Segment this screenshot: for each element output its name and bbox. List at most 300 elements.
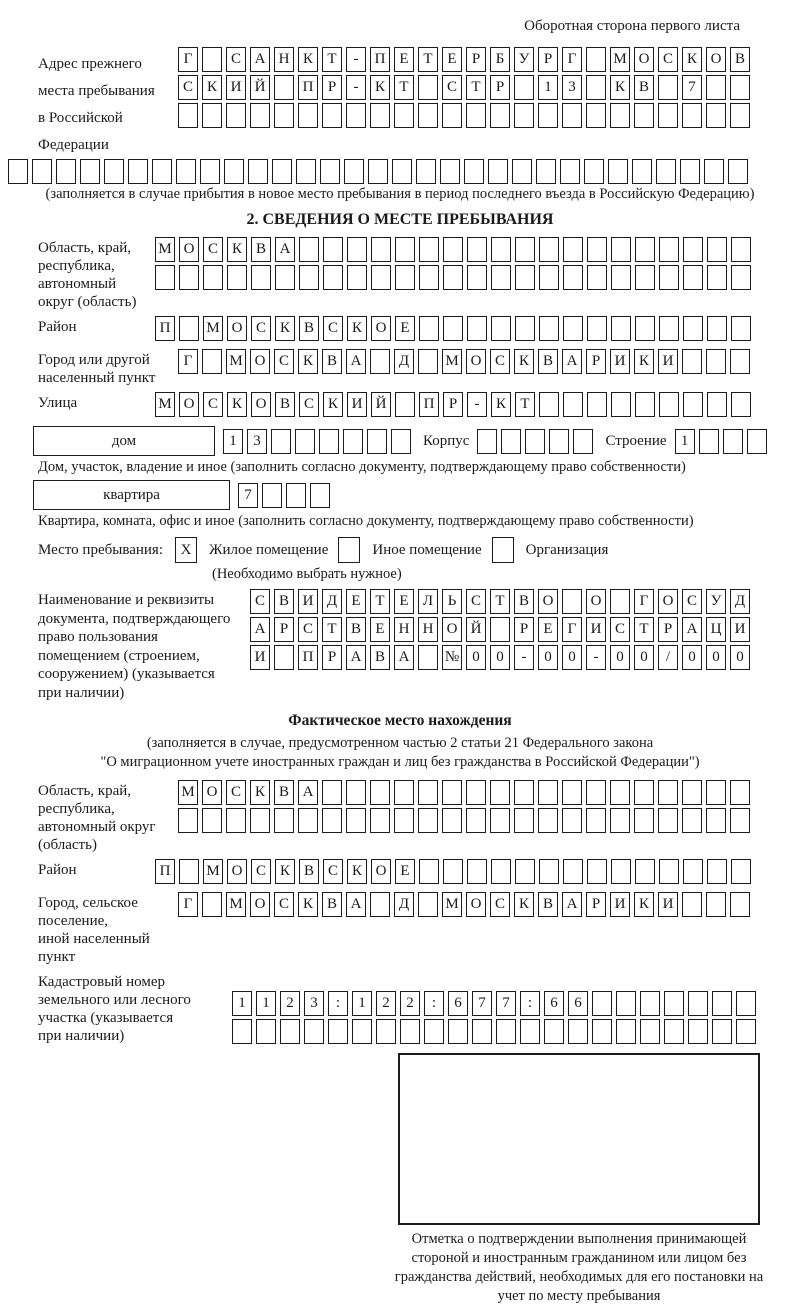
char-box[interactable]: С (466, 589, 486, 614)
char-box[interactable] (731, 265, 751, 290)
char-box[interactable] (202, 349, 222, 374)
char-box[interactable] (682, 808, 702, 833)
char-box[interactable] (634, 780, 654, 805)
char-box[interactable]: В (538, 349, 558, 374)
char-box[interactable]: С (274, 892, 294, 917)
char-box[interactable] (512, 159, 532, 184)
char-box[interactable] (418, 75, 438, 100)
char-box[interactable] (562, 103, 582, 128)
char-box[interactable]: 1 (232, 991, 252, 1016)
char-box[interactable]: Р (322, 645, 342, 670)
char-box[interactable] (179, 265, 199, 290)
char-box[interactable] (152, 159, 172, 184)
char-box[interactable]: О (250, 892, 270, 917)
char-box[interactable]: 3 (562, 75, 582, 100)
char-box[interactable]: 1 (675, 429, 695, 454)
char-box[interactable]: 3 (304, 991, 324, 1016)
char-box[interactable]: Н (274, 47, 294, 72)
char-box[interactable]: А (562, 892, 582, 917)
char-box[interactable] (491, 316, 511, 341)
char-box[interactable]: С (490, 349, 510, 374)
char-box[interactable]: В (634, 75, 654, 100)
char-box[interactable]: Б (490, 47, 510, 72)
char-box[interactable]: Т (466, 75, 486, 100)
char-box[interactable] (699, 429, 719, 454)
char-box[interactable] (286, 483, 306, 508)
char-box[interactable] (616, 1019, 636, 1044)
char-box[interactable] (424, 1019, 444, 1044)
char-box[interactable] (272, 159, 292, 184)
char-box[interactable] (682, 349, 702, 374)
char-box[interactable]: С (442, 75, 462, 100)
char-box[interactable] (202, 892, 222, 917)
char-box[interactable] (730, 892, 750, 917)
char-box[interactable] (299, 265, 319, 290)
char-box[interactable]: Т (418, 47, 438, 72)
char-box[interactable]: Г (178, 47, 198, 72)
char-box[interactable] (322, 103, 342, 128)
char-box[interactable]: 1 (352, 991, 372, 1016)
char-box[interactable] (347, 237, 367, 262)
char-box[interactable]: В (251, 237, 271, 262)
char-box[interactable] (395, 392, 415, 417)
char-box[interactable] (467, 316, 487, 341)
char-box[interactable]: К (323, 392, 343, 417)
char-box[interactable]: К (634, 892, 654, 917)
char-box[interactable] (202, 808, 222, 833)
char-box[interactable] (610, 808, 630, 833)
char-box[interactable]: 2 (400, 991, 420, 1016)
char-box[interactable] (707, 392, 727, 417)
char-box[interactable] (587, 237, 607, 262)
char-box[interactable]: М (610, 47, 630, 72)
char-box[interactable] (587, 392, 607, 417)
char-box[interactable]: К (370, 75, 390, 100)
char-box[interactable] (467, 237, 487, 262)
char-box[interactable] (544, 1019, 564, 1044)
char-box[interactable]: О (466, 349, 486, 374)
char-box[interactable] (683, 859, 703, 884)
char-box[interactable] (640, 991, 660, 1016)
char-box[interactable] (328, 1019, 348, 1044)
char-box[interactable]: : (424, 991, 444, 1016)
char-box[interactable] (731, 237, 751, 262)
char-box[interactable] (419, 316, 439, 341)
char-box[interactable] (176, 159, 196, 184)
char-box[interactable]: О (538, 589, 558, 614)
char-box[interactable] (179, 316, 199, 341)
char-box[interactable] (682, 103, 702, 128)
char-box[interactable] (304, 1019, 324, 1044)
char-box[interactable] (392, 159, 412, 184)
char-box[interactable] (712, 991, 732, 1016)
char-box[interactable]: Е (394, 47, 414, 72)
char-box[interactable]: 0 (682, 645, 702, 670)
char-box[interactable] (538, 103, 558, 128)
char-box[interactable] (128, 159, 148, 184)
char-box[interactable] (730, 349, 750, 374)
char-box[interactable]: О (706, 47, 726, 72)
char-box[interactable]: Р (490, 75, 510, 100)
char-box[interactable] (682, 892, 702, 917)
char-box[interactable]: К (275, 316, 295, 341)
char-box[interactable] (536, 159, 556, 184)
char-box[interactable] (635, 392, 655, 417)
char-box[interactable] (683, 316, 703, 341)
char-box[interactable] (586, 75, 606, 100)
char-box[interactable] (659, 265, 679, 290)
char-box[interactable] (418, 780, 438, 805)
char-box[interactable] (367, 429, 387, 454)
char-box[interactable]: В (274, 589, 294, 614)
char-box[interactable] (295, 429, 315, 454)
char-box[interactable]: О (227, 859, 247, 884)
char-box[interactable] (706, 780, 726, 805)
char-box[interactable]: С (274, 349, 294, 374)
char-box[interactable] (320, 159, 340, 184)
char-box[interactable]: Т (322, 47, 342, 72)
char-box[interactable] (520, 1019, 540, 1044)
char-box[interactable]: И (586, 617, 606, 642)
char-box[interactable]: В (299, 316, 319, 341)
char-box[interactable] (203, 265, 223, 290)
char-box[interactable]: С (250, 589, 270, 614)
char-box[interactable]: М (203, 316, 223, 341)
char-box[interactable]: Е (395, 859, 415, 884)
char-box[interactable] (370, 780, 390, 805)
char-box[interactable] (616, 991, 636, 1016)
char-box[interactable]: С (203, 237, 223, 262)
char-box[interactable]: О (202, 780, 222, 805)
char-box[interactable] (539, 392, 559, 417)
char-box[interactable] (562, 589, 582, 614)
char-box[interactable] (706, 892, 726, 917)
char-box[interactable]: У (514, 47, 534, 72)
char-box[interactable]: 0 (466, 645, 486, 670)
char-box[interactable] (418, 892, 438, 917)
char-box[interactable]: И (226, 75, 246, 100)
char-box[interactable]: В (322, 349, 342, 374)
char-box[interactable] (368, 159, 388, 184)
char-box[interactable]: 7 (238, 483, 258, 508)
char-box[interactable] (664, 1019, 684, 1044)
char-box[interactable] (491, 265, 511, 290)
char-box[interactable] (611, 859, 631, 884)
char-box[interactable] (656, 159, 676, 184)
char-box[interactable] (202, 103, 222, 128)
char-box[interactable]: Т (634, 617, 654, 642)
char-box[interactable]: А (275, 237, 295, 262)
char-box[interactable]: Т (490, 589, 510, 614)
char-box[interactable]: В (275, 392, 295, 417)
char-box[interactable]: П (155, 316, 175, 341)
char-box[interactable]: Р (466, 47, 486, 72)
char-box[interactable]: В (538, 892, 558, 917)
char-box[interactable] (539, 237, 559, 262)
char-box[interactable] (634, 103, 654, 128)
char-box[interactable]: М (226, 892, 246, 917)
char-box[interactable]: Е (395, 316, 415, 341)
char-box[interactable]: 7 (496, 991, 516, 1016)
char-box[interactable] (514, 808, 534, 833)
char-box[interactable] (262, 483, 282, 508)
char-box[interactable]: А (346, 892, 366, 917)
char-box[interactable]: № (442, 645, 462, 670)
char-box[interactable] (443, 859, 463, 884)
char-box[interactable] (664, 991, 684, 1016)
residential-checkbox[interactable]: X (175, 537, 197, 563)
char-box[interactable] (514, 103, 534, 128)
char-box[interactable] (352, 1019, 372, 1044)
char-box[interactable]: А (346, 645, 366, 670)
char-box[interactable] (659, 237, 679, 262)
char-box[interactable]: Г (178, 349, 198, 374)
char-box[interactable] (706, 103, 726, 128)
char-box[interactable]: Д (322, 589, 342, 614)
char-box[interactable]: О (658, 589, 678, 614)
char-box[interactable] (418, 808, 438, 833)
char-box[interactable]: К (227, 237, 247, 262)
char-box[interactable] (56, 159, 76, 184)
char-box[interactable] (250, 103, 270, 128)
char-box[interactable] (562, 780, 582, 805)
char-box[interactable]: Н (418, 617, 438, 642)
char-box[interactable]: К (202, 75, 222, 100)
char-box[interactable] (707, 316, 727, 341)
char-box[interactable]: 0 (490, 645, 510, 670)
char-box[interactable]: П (298, 75, 318, 100)
char-box[interactable]: - (514, 645, 534, 670)
char-box[interactable]: С (323, 316, 343, 341)
char-box[interactable] (568, 1019, 588, 1044)
char-box[interactable] (563, 392, 583, 417)
char-box[interactable] (515, 237, 535, 262)
char-box[interactable] (723, 429, 743, 454)
char-box[interactable] (226, 103, 246, 128)
char-box[interactable] (347, 265, 367, 290)
char-box[interactable]: О (586, 589, 606, 614)
char-box[interactable] (635, 316, 655, 341)
char-box[interactable] (274, 75, 294, 100)
char-box[interactable] (539, 265, 559, 290)
char-box[interactable] (394, 808, 414, 833)
char-box[interactable]: Ь (442, 589, 462, 614)
char-box[interactable]: Р (274, 617, 294, 642)
char-box[interactable] (730, 75, 750, 100)
char-box[interactable]: Р (322, 75, 342, 100)
char-box[interactable] (395, 237, 415, 262)
char-box[interactable]: Й (250, 75, 270, 100)
char-box[interactable] (658, 808, 678, 833)
char-box[interactable]: В (274, 780, 294, 805)
char-box[interactable]: Т (394, 75, 414, 100)
char-box[interactable]: А (562, 349, 582, 374)
char-box[interactable]: К (227, 392, 247, 417)
char-box[interactable] (104, 159, 124, 184)
char-box[interactable] (419, 265, 439, 290)
char-box[interactable] (371, 265, 391, 290)
char-box[interactable]: О (371, 316, 391, 341)
char-box[interactable] (490, 617, 510, 642)
char-box[interactable] (346, 808, 366, 833)
char-box[interactable]: С (299, 392, 319, 417)
char-box[interactable]: 0 (730, 645, 750, 670)
char-box[interactable]: К (347, 316, 367, 341)
char-box[interactable] (226, 808, 246, 833)
char-box[interactable] (32, 159, 52, 184)
char-box[interactable]: О (442, 617, 462, 642)
char-box[interactable] (394, 103, 414, 128)
char-box[interactable] (179, 859, 199, 884)
char-box[interactable] (323, 265, 343, 290)
char-box[interactable] (658, 103, 678, 128)
char-box[interactable]: С (682, 589, 702, 614)
char-box[interactable] (155, 265, 175, 290)
char-box[interactable]: М (155, 392, 175, 417)
char-box[interactable] (395, 265, 415, 290)
char-box[interactable] (707, 237, 727, 262)
char-box[interactable]: И (250, 645, 270, 670)
char-box[interactable] (491, 237, 511, 262)
char-box[interactable] (442, 808, 462, 833)
char-box[interactable]: - (586, 645, 606, 670)
char-box[interactable] (418, 645, 438, 670)
char-box[interactable] (477, 429, 497, 454)
char-box[interactable] (611, 316, 631, 341)
char-box[interactable]: Т (370, 589, 390, 614)
char-box[interactable]: Г (634, 589, 654, 614)
char-box[interactable] (730, 780, 750, 805)
char-box[interactable] (731, 316, 751, 341)
char-box[interactable] (440, 159, 460, 184)
char-box[interactable] (610, 103, 630, 128)
char-box[interactable] (704, 159, 724, 184)
char-box[interactable] (370, 892, 390, 917)
char-box[interactable]: И (610, 349, 630, 374)
char-box[interactable] (248, 159, 268, 184)
char-box[interactable]: С (658, 47, 678, 72)
char-box[interactable]: И (347, 392, 367, 417)
char-box[interactable] (322, 780, 342, 805)
char-box[interactable]: С (226, 780, 246, 805)
char-box[interactable] (514, 75, 534, 100)
char-box[interactable]: О (371, 859, 391, 884)
char-box[interactable] (490, 780, 510, 805)
char-box[interactable] (370, 808, 390, 833)
char-box[interactable] (418, 103, 438, 128)
char-box[interactable]: 0 (706, 645, 726, 670)
char-box[interactable] (271, 429, 291, 454)
char-box[interactable] (496, 1019, 516, 1044)
char-box[interactable] (731, 859, 751, 884)
char-box[interactable]: А (250, 47, 270, 72)
char-box[interactable] (659, 392, 679, 417)
char-box[interactable] (573, 429, 593, 454)
char-box[interactable] (592, 1019, 612, 1044)
char-box[interactable] (298, 808, 318, 833)
char-box[interactable]: К (514, 349, 534, 374)
char-box[interactable] (515, 316, 535, 341)
char-box[interactable]: 6 (568, 991, 588, 1016)
char-box[interactable] (371, 237, 391, 262)
char-box[interactable]: К (250, 780, 270, 805)
char-box[interactable]: Р (586, 892, 606, 917)
char-box[interactable] (370, 103, 390, 128)
char-box[interactable]: Г (562, 47, 582, 72)
char-box[interactable]: В (346, 617, 366, 642)
char-box[interactable] (346, 103, 366, 128)
char-box[interactable] (587, 265, 607, 290)
char-box[interactable]: В (370, 645, 390, 670)
char-box[interactable]: Д (394, 892, 414, 917)
char-box[interactable] (200, 159, 220, 184)
char-box[interactable] (730, 103, 750, 128)
char-box[interactable]: И (658, 892, 678, 917)
char-box[interactable] (280, 1019, 300, 1044)
char-box[interactable]: М (442, 349, 462, 374)
char-box[interactable]: Е (442, 47, 462, 72)
other-premises-checkbox[interactable] (338, 537, 360, 563)
char-box[interactable] (466, 103, 486, 128)
char-box[interactable] (587, 859, 607, 884)
char-box[interactable]: П (370, 47, 390, 72)
char-box[interactable] (538, 808, 558, 833)
char-box[interactable] (683, 237, 703, 262)
char-box[interactable]: О (227, 316, 247, 341)
char-box[interactable] (635, 859, 655, 884)
char-box[interactable] (443, 265, 463, 290)
char-box[interactable] (706, 808, 726, 833)
char-box[interactable]: И (658, 349, 678, 374)
char-box[interactable]: С (610, 617, 630, 642)
char-box[interactable] (319, 429, 339, 454)
char-box[interactable]: В (730, 47, 750, 72)
char-box[interactable] (728, 159, 748, 184)
char-box[interactable] (515, 265, 535, 290)
char-box[interactable] (490, 808, 510, 833)
char-box[interactable] (736, 1019, 756, 1044)
char-box[interactable]: С (298, 617, 318, 642)
char-box[interactable]: О (634, 47, 654, 72)
char-box[interactable] (560, 159, 580, 184)
char-box[interactable] (707, 265, 727, 290)
char-box[interactable] (488, 159, 508, 184)
char-box[interactable]: 1 (538, 75, 558, 100)
char-box[interactable]: Т (515, 392, 535, 417)
char-box[interactable] (472, 1019, 492, 1044)
char-box[interactable]: А (394, 645, 414, 670)
char-box[interactable] (178, 103, 198, 128)
char-box[interactable]: Р (538, 47, 558, 72)
char-box[interactable] (501, 429, 521, 454)
char-box[interactable] (322, 808, 342, 833)
char-box[interactable] (298, 103, 318, 128)
char-box[interactable]: Д (730, 589, 750, 614)
char-box[interactable] (611, 392, 631, 417)
organization-checkbox[interactable] (492, 537, 514, 563)
char-box[interactable]: 6 (544, 991, 564, 1016)
char-box[interactable]: 1 (223, 429, 243, 454)
char-box[interactable]: К (682, 47, 702, 72)
char-box[interactable]: Е (538, 617, 558, 642)
char-box[interactable]: В (299, 859, 319, 884)
char-box[interactable]: М (155, 237, 175, 262)
char-box[interactable]: А (298, 780, 318, 805)
char-box[interactable] (250, 808, 270, 833)
char-box[interactable]: 0 (634, 645, 654, 670)
char-box[interactable] (274, 808, 294, 833)
char-box[interactable]: / (658, 645, 678, 670)
